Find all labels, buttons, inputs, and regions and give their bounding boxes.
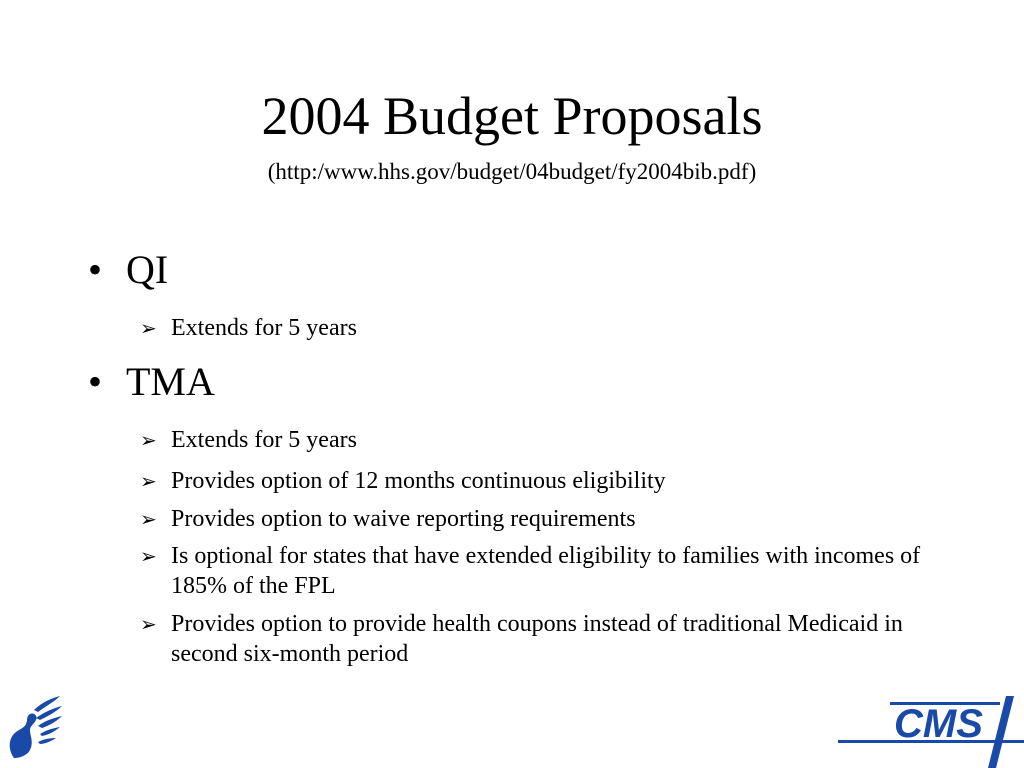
arrow-bullet-icon: ➢ xyxy=(140,469,157,493)
sub-bullet-text: Extends for 5 years xyxy=(171,427,357,453)
bullet-item-tma xyxy=(88,359,215,405)
sub-bullet-item xyxy=(140,425,940,455)
cms-logo xyxy=(838,696,1024,768)
sub-bullet-item xyxy=(140,466,940,496)
bullet-item-qi xyxy=(88,247,168,293)
hhs-eagle-logo xyxy=(4,692,64,762)
bullet-heading: TMA xyxy=(126,359,215,404)
sub-bullet-text: Is optional for states that have extended eligibility to families with incomes of 185% of the FPL xyxy=(171,543,921,599)
slide-title: 2004 Budget Proposals xyxy=(261,86,763,146)
arrow-bullet-icon: ➢ xyxy=(140,428,157,452)
sub-bullet-item xyxy=(140,541,940,601)
arrow-bullet-icon: ➢ xyxy=(140,612,157,636)
bullet-icon: • xyxy=(88,359,103,404)
slide-subtitle: (http:/www.hhs.gov/budget/04budget/fy2004bib.pdf) xyxy=(267,159,757,184)
cms-logo-text: CMS xyxy=(894,702,983,746)
bullet-icon: • xyxy=(88,247,103,292)
arrow-bullet-icon: ➢ xyxy=(140,544,157,568)
bullet-heading: QI xyxy=(126,247,169,292)
sub-bullet-text: Extends for 5 years xyxy=(171,315,357,341)
sub-bullet-item xyxy=(140,609,940,669)
sub-bullet-text: Provides option to waive reporting requirements xyxy=(171,506,636,532)
arrow-bullet-icon: ➢ xyxy=(140,507,157,531)
sub-bullet-item xyxy=(140,504,940,534)
sub-bullet-item xyxy=(140,313,940,343)
arrow-bullet-icon: ➢ xyxy=(140,316,157,340)
sub-bullet-text: Provides option to provide health coupons instead of traditional Medicaid in second six-month period xyxy=(171,611,903,667)
sub-bullet-text: Provides option of 12 months continuous eligibility xyxy=(171,468,666,494)
